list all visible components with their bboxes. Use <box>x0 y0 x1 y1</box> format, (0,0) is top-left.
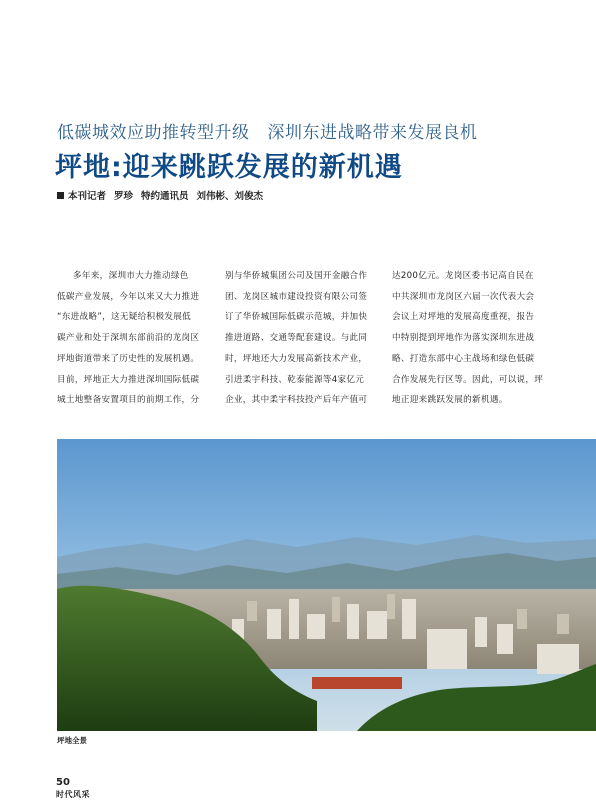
body-line: 略、打造东部中心主战场和绿色低碳 <box>392 353 535 364</box>
body-line: 别与华侨城集团公司及国开金融合作 <box>225 271 368 281</box>
panorama-photo <box>57 439 596 731</box>
body-line: 引进柔宇科技、乾泰能源等4家亿元 <box>225 374 365 385</box>
body-line: 推进道路、交通等配套建设。与此同 <box>225 333 368 344</box>
cityscape-illustration <box>57 439 596 731</box>
body-line: 团、龙岗区城市建设投资有限公司签 <box>225 291 368 302</box>
square-bullet-icon <box>57 192 64 199</box>
body-line: 地正迎来跳跃发展的新机遇。 <box>392 395 508 406</box>
byline-label-2: 特约通讯员 <box>141 191 189 202</box>
byline <box>57 188 263 202</box>
kicker-part-2: 深圳东进战略带来发展良机 <box>267 123 478 143</box>
photo-caption: 坪地全景 <box>57 736 87 745</box>
body-column-2 <box>225 266 385 411</box>
body-line: 中共深圳市龙岗区六届一次代表大会 <box>392 291 535 302</box>
body-line: 企业，其中柔宇科技投产后年产值可 <box>225 395 368 406</box>
byline-reporter: 罗珍 <box>114 191 134 202</box>
body-line: 坪地街道带来了历史性的发展机遇。 <box>57 353 200 364</box>
page-number: 50 <box>56 777 70 788</box>
article-title: 坪地:迎来跳跃发展的新机遇 <box>55 152 403 183</box>
article-kicker <box>57 118 577 143</box>
body-line: 城土地整备安置项目的前期工作，分 <box>57 395 200 406</box>
running-track <box>312 677 402 689</box>
body-line: 订了华侨城国际低碳示范城，并加快 <box>225 312 368 323</box>
body-line: 目前，坪地正大力推进深圳国际低碳 <box>57 374 200 385</box>
body-line: “东进战略”，这无疑给积极发展低 <box>57 312 192 323</box>
body-line: 中特别提到坪地作为落实深圳东进战 <box>392 333 535 344</box>
body-line: 会议上对坪地的发展高度重视，报告 <box>392 312 535 323</box>
magazine-logo: 时代风采 <box>56 790 90 799</box>
body-column-1 <box>57 266 217 411</box>
body-column-3 <box>392 266 552 411</box>
body-line: 碳产业和处于深圳东部前沿的龙岗区 <box>57 333 200 344</box>
kicker-part-1: 低碳城效应助推转型升级 <box>57 123 250 143</box>
body-line: 合作发展先行区等。因此，可以说，坪 <box>392 374 544 385</box>
byline-correspondents: 刘伟彬、刘俊杰 <box>196 191 264 202</box>
body-line: 多年来，深圳市大力推动绿色 <box>73 271 189 281</box>
body-line: 低碳产业发展，今年以来又大力推进 <box>57 291 200 302</box>
body-line: 时，坪地还大力发展高新技术产业， <box>225 353 368 364</box>
body-line: 达200亿元。龙岗区委书记高自民在 <box>392 271 534 281</box>
byline-label: 本刊记者 <box>68 191 107 202</box>
